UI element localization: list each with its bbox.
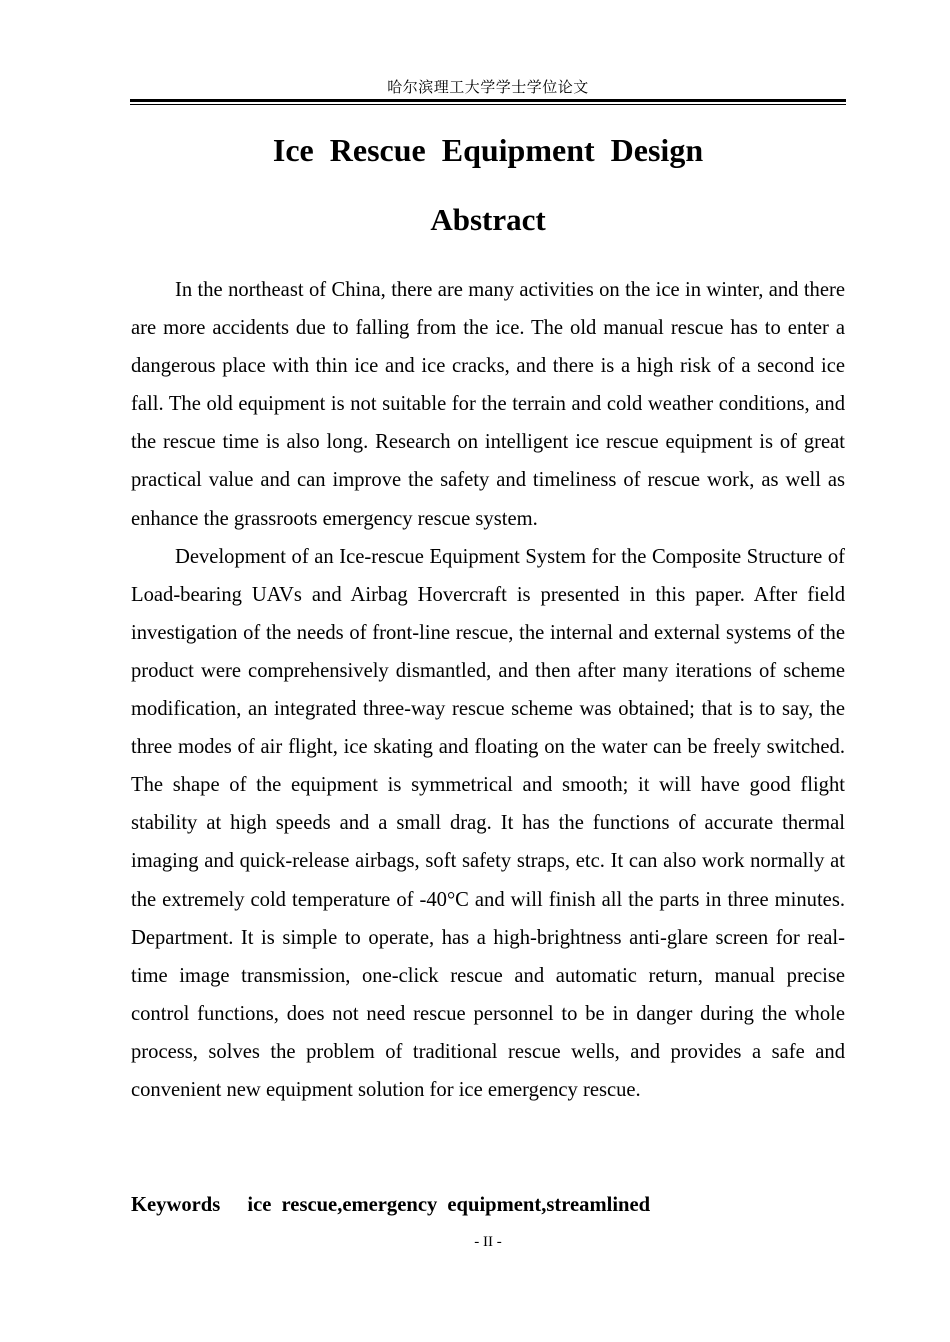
keywords-line: [131, 1186, 845, 1224]
abstract-paragraph-2: Development of an Ice-rescue Equipment System for the Composite Structure of Load-bearing UAVs and Airbag Hovercraft is presented in this paper. After field investigation of the needs of front-line rescue, the internal and external systems of the product were comprehensively dismantled, and then after many iterations of scheme modification, an integrated three-way rescue scheme was obtained; that is to say, the three modes of air flight, ice skating and floating on the water can be freely switched. The shape of the equipment is symmetrical and smooth; it will have good flight stability at high speeds and a small drag. It has the functions of accurate thermal imaging and quick-release airbags, soft safety straps, etc. It can also work normally at the extremely cold temperature of -40°C and will finish all the parts in three minutes. Department. It is simple to operate, has a high-brightness anti-glare screen for real-time image transmission, one-click rescue and automatic return, manual precise control functions, does not need rescue personnel to be in danger during the whole process, solves the problem of traditional rescue wells, and provides a safe and convenient new equipment solution for ice emergency rescue.: [131, 545, 845, 1101]
running-header: 哈尔滨理工大学学士学位论文: [387, 80, 589, 96]
abstract-paragraph-1: In the northeast of China, there are many activities on the ice in winter, and there are more accidents due to falling from the ice. The old manual rescue has to enter a dangerous place with thin ice and ice cracks, and there is a high risk of a second ice fall. The old equipment is not suitable for the terrain and cold weather conditions, and the rescue time is also long. Research on intelligent ice rescue equipment is of great practical value and can improve the safety and timeliness of rescue work, as well as enhance the grassroots emergency rescue system.: [131, 279, 845, 530]
header-rule-thick: [130, 99, 846, 102]
abstract-body: [131, 271, 845, 1109]
keywords-label: Keywords: [131, 1194, 221, 1216]
header-rule-thin: [130, 104, 846, 105]
page-number: - II -: [474, 1234, 502, 1250]
keywords-text: ice rescue,emergency equipment,streamlined: [247, 1194, 651, 1216]
document-title: Ice Rescue Equipment Design: [272, 132, 704, 168]
abstract-heading: Abstract: [430, 202, 546, 237]
